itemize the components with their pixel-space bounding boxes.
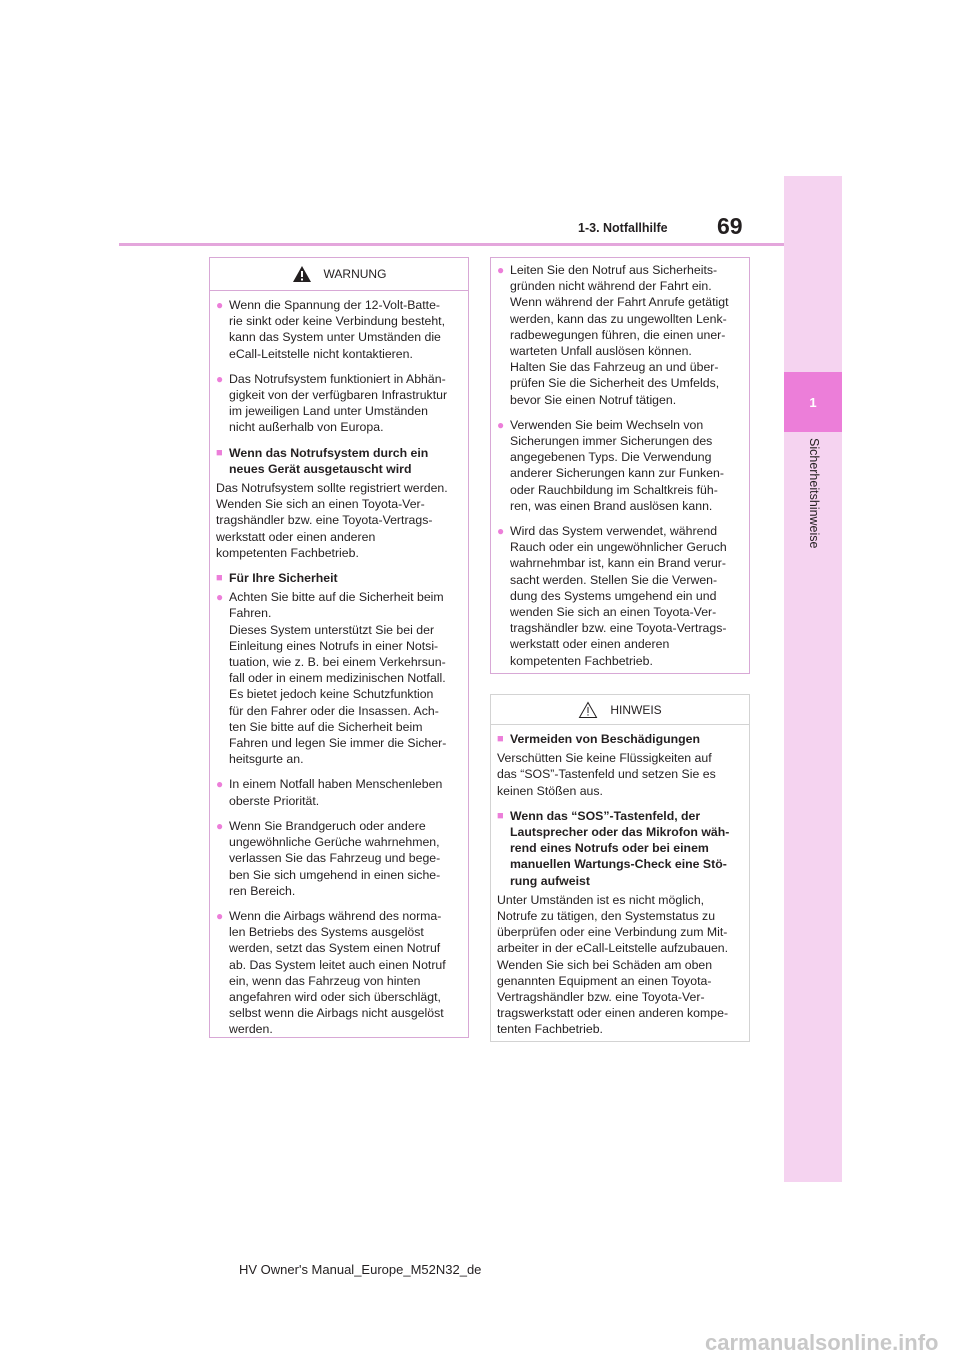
watermark: carmanualsonline.info xyxy=(705,1330,939,1355)
subsection-heading xyxy=(497,731,742,747)
subsection-heading xyxy=(216,445,461,477)
subsection-heading xyxy=(216,570,461,586)
chapter-side-tab xyxy=(784,176,842,1182)
bullet-dot-icon: ● xyxy=(497,417,505,432)
bullet-item xyxy=(216,818,461,899)
bullet-dot-icon: ● xyxy=(216,371,224,386)
heading-text: Vermeiden von Beschädigungen xyxy=(510,732,700,746)
notice-body xyxy=(491,725,749,1038)
bullet-item xyxy=(216,371,461,436)
warning-continued-body xyxy=(491,258,749,669)
bullet-text: Leiten Sie den Notruf aus Sicherheits- gründen nicht während der Fahrt ein. Wenn während der Fahrt Anrufe getätigt werden, kann das zu ungewollten Lenk- radbewegungen führen, die einen uner- warteten Unfall auslösen können. Halten Sie das Fahrzeug an und über- prüfen Sie die Sicherheit des Umfelds, bevor Sie einen Notruf tätigen. xyxy=(510,263,729,407)
bullet-text: Wenn Sie Brandgeruch oder andere ungewöhnliche Gerüche wahrnehmen, verlassen Sie das Fahrzeug und bege- ben Sie sich umgehend in einen siche- ren Bereich. xyxy=(229,818,441,898)
warning-box xyxy=(209,257,469,1038)
bullet-item xyxy=(497,417,742,514)
bullet-text: In einem Notfall haben Menschenleben oberste Priorität. xyxy=(229,777,443,808)
bullet-text: Wenn die Airbags während des norma- len Betriebs des Systems ausgelöst werden, setzt das System einen Notruf ab. Das System leitet auch einen Notruf ein, wenn das Fahrzeug von hinten angefahren wird oder sich überschlägt, selbst wenn die Airbags nicht ausgelöst werden. xyxy=(229,908,446,1037)
bullet-dot-icon: ● xyxy=(216,777,224,792)
paragraph: Verschütten Sie keine Flüssigkeiten auf das “SOS”-Tastenfeld und setzen Sie es keinen Stößen aus. xyxy=(497,751,716,798)
page-number: 69 xyxy=(717,213,743,239)
bullet-item xyxy=(216,297,461,362)
bullet-item xyxy=(216,908,461,1038)
bullet-text: Wird das System verwendet, während Rauch oder ein ungewöhnlicher Geruch wahrnehmbar ist, kann ein Brand verur- sacht werden. Stellen Sie die Verwen- dung des Systems umgehend ein und wenden Sie sich an einen Toyota-Ver- tragshändler bzw. eine Toyota-Vertrags- werkstatt oder einen anderen kompetenten Fachbetrieb. xyxy=(510,524,727,668)
paragraph: Unter Umständen ist es nicht möglich, Notrufe zu tätigen, den Systemstatus zu überprüfen oder eine Verbindung zum Mit- arbeiter in der eCall-Leitstelle aufzubauen. Wenden Sie sich bei Schäden am oben genannten Equipment an einen Toyota- Vertragshändler bzw. eine Toyota-Ver- tragswerkstatt oder einen anderen kompe- tenten Fachbetrieb. xyxy=(497,892,729,1037)
warning-title: WARNUNG xyxy=(323,267,387,281)
caution-triangle-icon xyxy=(578,701,598,719)
square-marker-icon: ■ xyxy=(497,809,504,822)
square-marker-icon: ■ xyxy=(497,733,504,745)
square-marker-icon: ■ xyxy=(216,572,223,585)
warning-body xyxy=(210,291,468,1038)
warning-continued-box xyxy=(490,257,750,674)
square-marker-icon: ■ xyxy=(216,446,223,459)
notice-header xyxy=(491,695,749,725)
chapter-number: 1 xyxy=(784,372,842,432)
bullet-item xyxy=(497,262,742,408)
bullet-dot-icon: ● xyxy=(497,524,505,539)
bullet-text: Das Notrufsystem funktioniert in Abhän- gigkeit von der verfügbaren Infrastruktur im jeweiligen Land unter Umständen nicht außerhalb von Europa. xyxy=(229,371,448,435)
bullet-dot-icon: ● xyxy=(497,263,505,277)
bullet-text: Achten Sie bitte auf die Sicherheit beim Fahren. Dieses System unterstützt Sie bei der Einleitung eines Notrufs in einer Notsi- tuation, wie z. B. bei einem Verkehrsun- fall oder in einem medizinischen Notfall. Es bietet jedoch keine Schutzfunktion für den Fahrer oder die Insassen. Ach- ten Sie bitte auf die Sicherheit beim Fahren und legen Sie immer die Sicher- heitsgurte an. xyxy=(229,590,447,767)
bullet-item xyxy=(497,523,742,669)
notice-title: HINWEIS xyxy=(610,702,662,717)
bullet-dot-icon: ● xyxy=(216,818,224,833)
footer-text: HV Owner's Manual_Europe_M52N32_de xyxy=(239,1262,482,1277)
heading-text: Wenn das Notrufsystem durch ein neues Gerät ausgetauscht wird xyxy=(229,445,429,476)
bullet-item xyxy=(216,776,461,808)
subsection-heading xyxy=(497,808,742,889)
heading-text: Für Ihre Sicherheit xyxy=(229,571,338,586)
section-title: 1-3. Notfallhilfe xyxy=(578,221,668,235)
warning-header xyxy=(210,258,468,291)
header-rule xyxy=(119,243,784,246)
chapter-label: Sicherheitshinweise xyxy=(807,438,821,549)
heading-text: Wenn das “SOS”-Tastenfeld, der Lautsprecher oder das Mikrofon wäh- rend eines Notrufs oder bei einem manuellen Wartungs-Check eine Stö- rung aufweist xyxy=(510,808,730,888)
bullet-dot-icon: ● xyxy=(216,590,224,605)
bullet-dot-icon: ● xyxy=(216,908,224,923)
bullet-text: Wenn die Spannung der 12-Volt-Batte- rie sinkt oder keine Verbindung besteht, kann das System unter Umständen die eCall-Leitstelle nicht kontaktieren. xyxy=(229,298,446,361)
notice-box xyxy=(490,694,750,1042)
bullet-item xyxy=(216,589,461,767)
paragraph: Das Notrufsystem sollte registriert werden. Wenden Sie sich an einen Toyota-Ver- tragshändler bzw. eine Toyota-Vertrags- werkstatt oder einen anderen kompetenten Fachbetrieb. xyxy=(216,481,448,560)
bullet-text: Verwenden Sie beim Wechseln von Sicherungen immer Sicherungen des angegebenen Typs. Die Verwendung anderer Sicherungen kann zur Funken- oder Rauchbildung im Schaltkreis füh- ren, was einen Brand auslösen kann. xyxy=(510,417,724,513)
warning-triangle-icon xyxy=(292,265,312,283)
bullet-dot-icon: ● xyxy=(216,298,224,312)
